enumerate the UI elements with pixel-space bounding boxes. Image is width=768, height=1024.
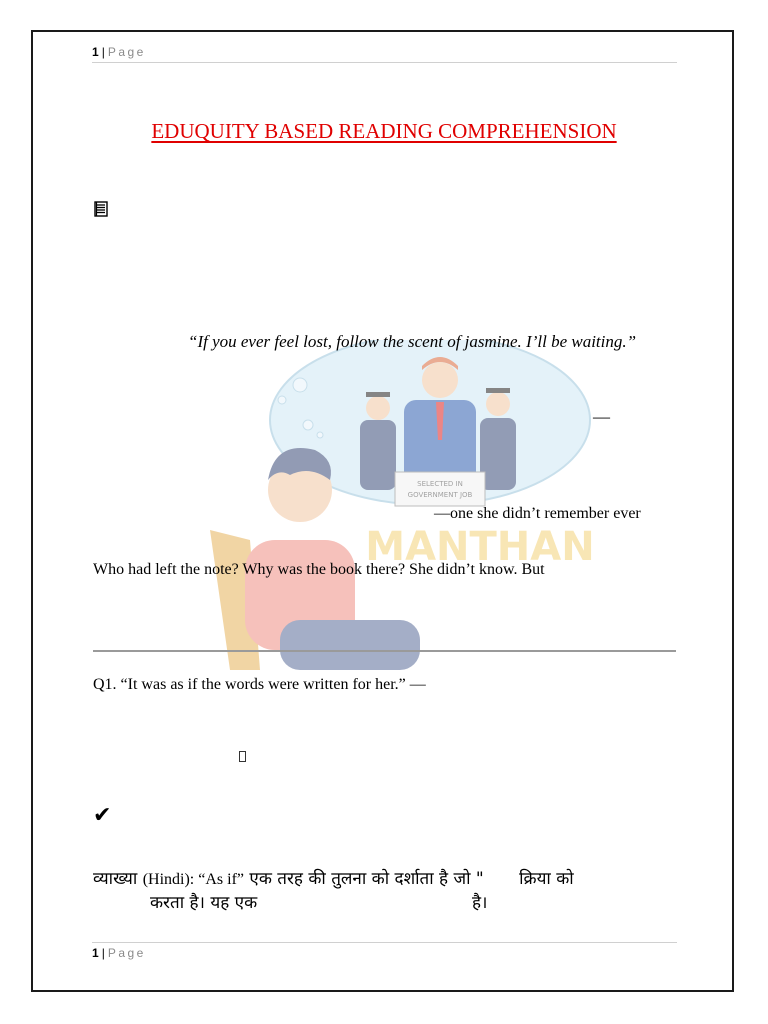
header-page-number: 1 bbox=[92, 45, 99, 59]
page-footer bbox=[92, 942, 677, 963]
footer-separator: | bbox=[101, 946, 105, 960]
passage-quote: “If you ever feel lost, follow the scent of jasmine. I’ll be waiting.” bbox=[188, 332, 637, 351]
missing-glyph-box bbox=[239, 751, 246, 762]
header-page-word: Page bbox=[107, 45, 146, 59]
explanation-line-1 bbox=[93, 866, 574, 889]
explanation-text-1-tail: क्रिया को bbox=[519, 869, 574, 889]
explanation-text-1: एक तरह की तुलना को दर्शाता है जो " bbox=[249, 869, 484, 889]
check-mark-icon: ✔ bbox=[93, 803, 112, 828]
section-divider bbox=[93, 650, 676, 652]
footer-page-word: Page bbox=[107, 946, 146, 960]
explanation-lang: (Hindi): “As if” bbox=[142, 871, 245, 888]
book-icon bbox=[93, 201, 109, 217]
header-separator: | bbox=[101, 45, 105, 59]
document-title: EDUQUITY BASED READING COMPREHENSION bbox=[151, 119, 617, 143]
watermark-sign-line-1: SELECTED IN bbox=[417, 480, 463, 488]
explanation-prefix: व्याख्या bbox=[93, 869, 138, 889]
page-header bbox=[92, 45, 677, 63]
watermark-sign-line-2: GOVERNMENT JOB bbox=[407, 491, 473, 499]
passage-dash: — bbox=[593, 407, 610, 426]
question-1: Q1. “It was as if the words were written for her.” — bbox=[93, 676, 426, 693]
explanation-line-2 bbox=[150, 890, 488, 913]
explanation-text-2: करता है। यह एक bbox=[150, 893, 258, 913]
watermark-text: MANTHAN bbox=[365, 524, 595, 570]
footer-page-number: 1 bbox=[92, 946, 99, 960]
passage-line-who: Who had left the note? Why was the book there? She didn’t know. But bbox=[93, 561, 545, 578]
explanation-text-2-tail: है। bbox=[472, 893, 488, 913]
passage-line-one: —one she didn’t remember ever bbox=[434, 505, 641, 522]
